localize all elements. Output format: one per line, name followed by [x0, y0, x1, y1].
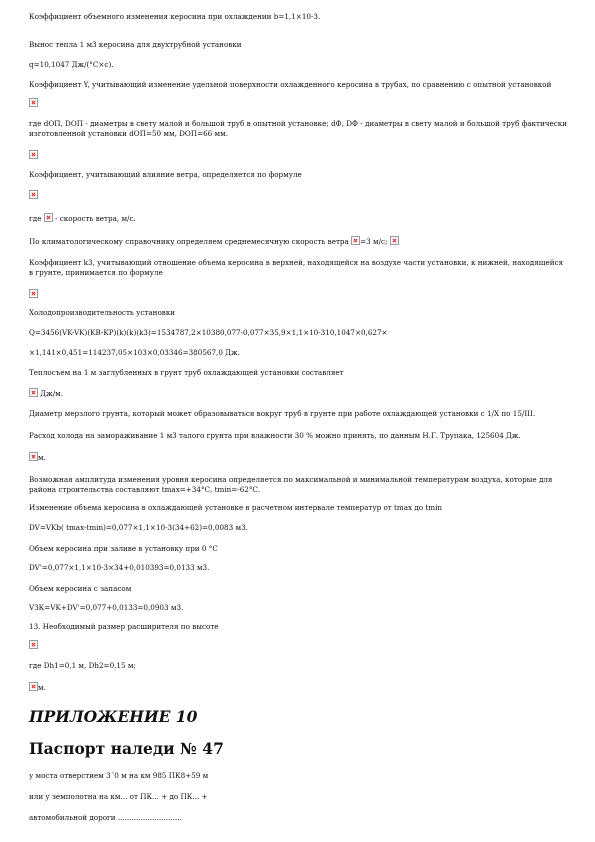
paragraph: автомобильной дороги ............................ — [29, 813, 182, 822]
paragraph: Вынос тепла 1 м3 керосина для двухтрубной установки — [29, 40, 242, 49]
paragraph: где dОП, DОП - диаметры в свету малой и большой труб в опытной установке; dФ, DФ - диаметры в свету малой и большой труб фактически изготовленной установки dОП=50 мм, DОП=66 мм. — [29, 119, 568, 138]
formula-image-row — [29, 682, 569, 693]
paragraph: Коэффициент объемного изменения керосина при охлаждении b=1,1×10-3. — [29, 12, 321, 21]
formula-image-row — [29, 289, 569, 300]
formula-line: Q=3456(VK-VK)(KB-KP)(k)(k)(k3)=1534787,2×10380,077-0,077×35,9×1,1×10-310,1047×0,627× — [29, 328, 388, 337]
paragraph: Диаметр мерзлого грунта, который может образовываться вокруг труб в грунте при работе охлаждающей установки с 1/X по 15/III. — [29, 409, 536, 418]
paragraph: Теплосъем на 1 м заглубленных в грунт труб охлаждающей установки составляет — [29, 368, 344, 377]
text-segment: м. — [38, 453, 46, 462]
paragraph: Коэффициент Y, учитывающий изменение удельной поверхности охлажденного керосина в трубах, по сравнению с опытной установкой — [29, 80, 552, 89]
paragraph: Коэффициент k3, учитывающий отношение объема керосина в верхней, находящейся на воздухе части установки, к нижней, находящейся в грунте, принимается по формуле — [29, 258, 564, 277]
formula-image-row — [29, 452, 569, 463]
paragraph: где Dh1=0,1 м, Dh2=0,15 м; — [29, 661, 136, 670]
paragraph: Объем керосина при заливе в установку при 0 °С — [29, 544, 218, 553]
formula-image-row — [29, 388, 569, 399]
text-segment: - скорость ветра, м/с. — [55, 214, 136, 223]
broken-image-icon — [29, 682, 38, 691]
text-segment: Дж/м. — [40, 389, 64, 398]
wind-speed-source-line — [29, 236, 569, 247]
formula-image-row — [29, 98, 569, 109]
paragraph: или у земполотна на км... от ПК... + до ПК... + — [29, 792, 208, 801]
paragraph: Возможная амплитуда изменения уровня керосина определяется по максимальной и минимальной температурам воздуха, которые для района строительства составляют tmax=+34°С, tmin=-62°С. — [29, 475, 553, 494]
formula-line: DV=VKb( tmax-tmin)=0,077×1,1×10-3(34+62)=0,0083 м3. — [29, 523, 248, 532]
formula-line: DV'=0,077×1,1×10-3×34+0,010393=0,0133 м3. — [29, 563, 210, 572]
paragraph: Расход холода на замораживание 1 м3 талого грунта при влажности 30 % можно принять, по данным Н.Г. Трупака, 125604 Дж. — [29, 431, 521, 440]
formula-line: q=10,1047 Дж/(°C×с). — [29, 60, 114, 69]
broken-image-icon — [29, 98, 38, 107]
formula-line: VЗК=VK+DV'=0,077+0,0133=0,0903 м3. — [29, 603, 184, 612]
formula-image-row — [29, 640, 569, 651]
broken-image-icon — [29, 388, 38, 397]
paragraph: Коэффициент, учитывающий влияние ветра, определяется по формуле — [29, 170, 302, 179]
broken-image-icon — [44, 213, 53, 222]
formula-image-row — [29, 150, 569, 161]
broken-image-icon — [29, 150, 38, 159]
paragraph: Изменение объема керосина в охлаждающей установке в расчетном интервале температур от tmax до tmin — [29, 503, 443, 512]
broken-image-icon — [351, 236, 360, 245]
text-segment: где — [29, 214, 42, 223]
passport-heading: Паспорт наледи № 47 — [29, 739, 224, 758]
text-segment: По климатологическому справочнику определяем среднемесячную скорость ветра — [29, 237, 349, 246]
formula-line: ×1,141×0,451=114237,05×103×0,03346=380567,0 Дж. — [29, 348, 240, 357]
broken-image-icon — [29, 190, 38, 199]
formula-image-row — [29, 190, 569, 201]
paragraph: у моста отверстием 3´0 м на км 985 ПК8+59 м — [29, 771, 209, 780]
paragraph: Холодопроизводительность установки — [29, 308, 176, 317]
broken-image-icon — [29, 640, 38, 649]
broken-image-icon — [29, 452, 38, 461]
broken-image-icon — [390, 236, 399, 245]
text-segment: =3 м/с; — [360, 237, 388, 246]
appendix-heading: ПРИЛОЖЕНИЕ 10 — [29, 707, 198, 726]
wind-speed-line — [29, 213, 569, 224]
paragraph: Объем керосина с запасом — [29, 584, 132, 593]
paragraph: 13. Необходимый размер расширителя по высоте — [29, 622, 219, 631]
broken-image-icon — [29, 289, 38, 298]
text-segment: м. — [38, 683, 46, 692]
